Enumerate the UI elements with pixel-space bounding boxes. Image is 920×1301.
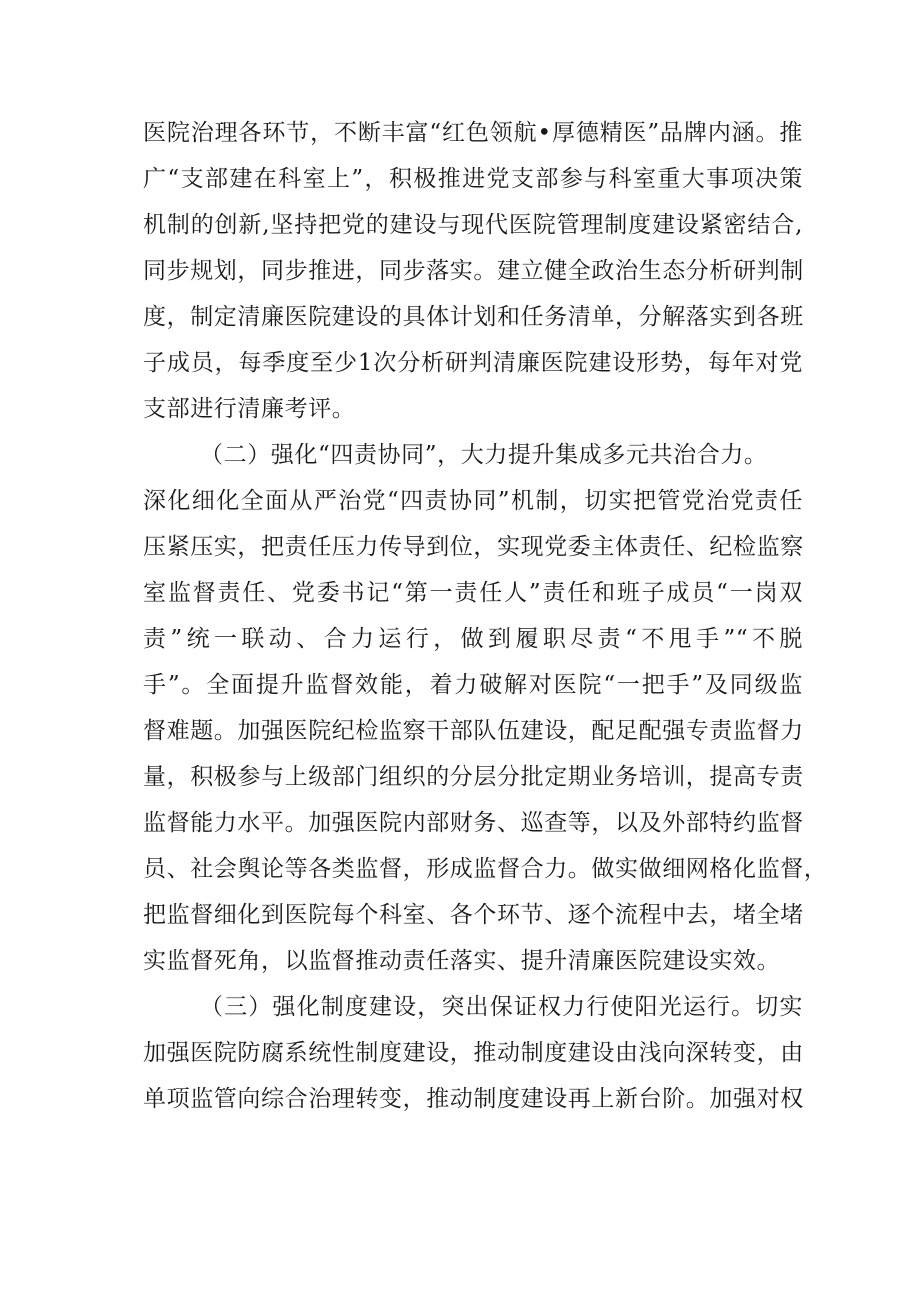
text-line: 量，积极参与上级部门组织的分层分批定期业务培训，提高专责 <box>143 764 804 790</box>
document-body <box>143 110 828 1122</box>
text-line: 支部进行清廉考评。 <box>143 396 356 422</box>
text-line: 手”。全面提升监督效能，着力破解对医院“一把手”及同级监 <box>143 672 803 698</box>
text-line: 室监督责任、党委书记“第一责任人”责任和班子成员“一岗双 <box>143 580 803 606</box>
text-line: 广“支部建在科室上”，积极推进党支部参与科室重大事项决策 <box>143 166 803 192</box>
text-line: 压紧压实，把责任压力传导到位，实现党委主体责任、纪检监察 <box>143 534 804 560</box>
text-line: 员、社会舆论等各类监督，形成监督合力。做实做细网格化监督， <box>143 856 828 882</box>
section-heading-3: （三）强化制度建设，突出保证权力行使阳光运行。切实 <box>200 994 803 1020</box>
text-line: 单项监管向综合治理转变，推动制度建设再上新台阶。加强对权 <box>143 1086 804 1112</box>
text-line: 子成员，每季度至少1次分析研判清廉医院建设形势，每年对党 <box>143 350 803 376</box>
text-line: 监督能力水平。加强医院内部财务、巡查等，以及外部特约监督 <box>143 810 804 836</box>
text-line: 深化细化全面从严治党“四责协同”机制，切实把管党治党责任 <box>143 488 803 514</box>
text-line: 医院治理各环节，不断丰富“红色领航•厚德精医”品牌内涵。推 <box>143 120 803 146</box>
text-line: 把监督细化到医院每个科室、各个环节、逐个流程中去，堵全堵 <box>143 902 804 928</box>
text-line: 度，制定清廉医院建设的具体计划和任务清单，分解落实到各班 <box>143 304 804 330</box>
text-line: 实监督死角，以监督推动责任落实、提升清廉医院建设实效。 <box>143 948 781 974</box>
text-line: 同步规划，同步推进，同步落实。建立健全政治生态分析研判制 <box>143 258 804 284</box>
text-line: 督难题。加强医院纪检监察干部队伍建设，配足配强专责监督力 <box>143 718 804 744</box>
text-line: 责”统一联动、合力运行，做到履职尽责“不甩手”“不脱 <box>143 626 803 652</box>
text-line: 加强医院防腐系统性制度建设，推动制度建设由浅向深转变，由 <box>143 1040 804 1066</box>
section-heading-2: （二）强化“四责协同”，大力提升集成多元共治合力。 <box>200 442 768 468</box>
text-line: 机制的创新,坚持把党的建设与现代医院管理制度建设紧密结合, <box>143 212 803 238</box>
